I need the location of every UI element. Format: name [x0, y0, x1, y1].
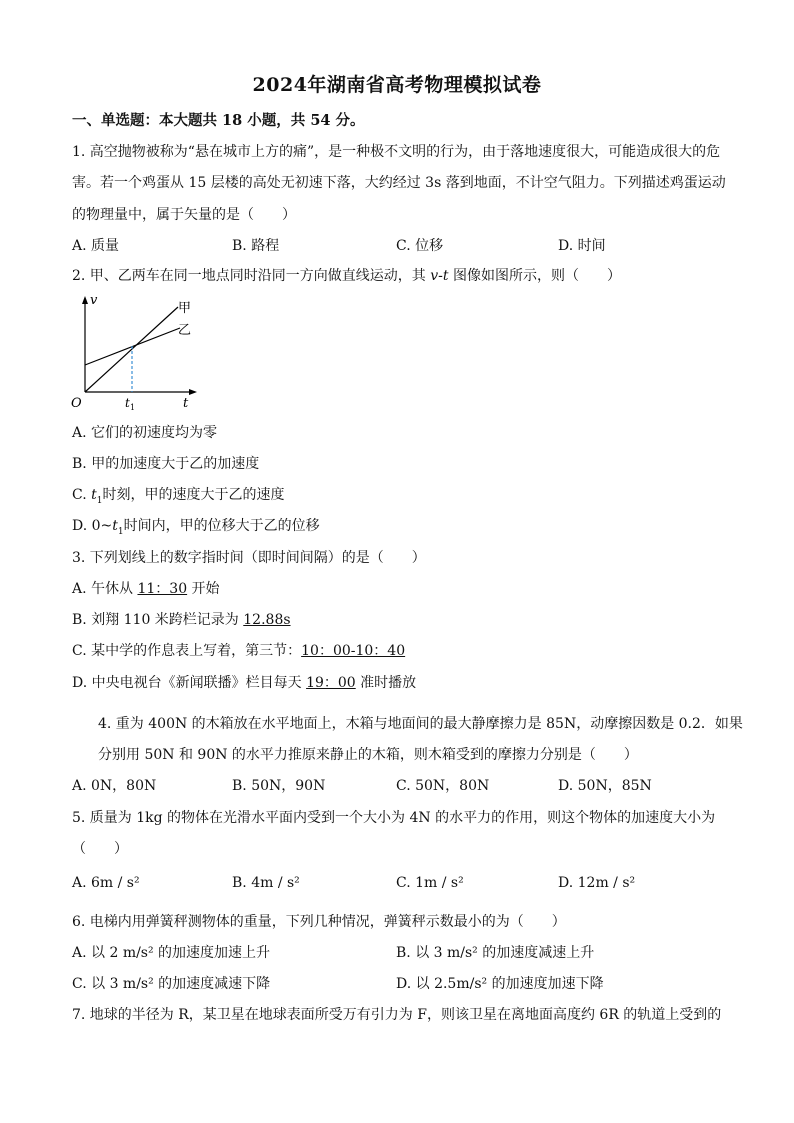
q3-option-d-underlined: 19：00: [306, 675, 356, 691]
line-jia-label: 甲: [178, 301, 192, 316]
q4-option-c: C. 50N，80N: [396, 778, 490, 794]
q6-option-a: A. 以 2 m/s² 的加速度加速上升: [72, 945, 271, 961]
q4-line2: 分别用 50N 和 90N 的水平力推原来静止的木箱，则木箱受到的摩擦力分别是（ ）: [98, 747, 638, 763]
q4-option-a: A. 0N，80N: [72, 778, 157, 794]
q2-stem-suffix: 图像如图所示，则（ ）: [448, 268, 621, 284]
q3-option-b-prefix: B. 刘翔 110 米跨栏记录为: [72, 612, 244, 628]
page-title: 2024年湖南省高考物理模拟试卷: [252, 74, 542, 96]
vt-graph-svg: [66, 290, 206, 415]
q6-option-b: B. 以 3 m/s² 的加速度减速上升: [396, 945, 595, 961]
v-axis-arrow: [82, 296, 88, 304]
origin-label: O: [71, 396, 82, 411]
q3-option-d-suffix: 准时播放: [355, 675, 417, 691]
q3-option-d-prefix: D. 中央电视台《新闻联播》栏目每天: [72, 675, 307, 691]
q2-option-b: B. 甲的加速度大于乙的加速度: [72, 456, 260, 472]
q3-option-a: [72, 578, 220, 598]
q5-option-c: C. 1m / s²: [396, 875, 464, 891]
q2-option-c-suffix: 时刻，甲的速度大于乙的速度: [102, 487, 285, 503]
q2-stem: [72, 265, 621, 285]
q7-line1: 7. 地球的半径为 R，某卫星在地球表面所受万有引力为 F，则该卫星在离地面高度约 6R 的轨道上受到的: [72, 1007, 722, 1023]
q3-option-a-suffix: 开始: [187, 581, 220, 597]
q3-option-a-underlined: 11：30: [137, 581, 188, 597]
q5-option-a: A. 6m / s²: [72, 875, 140, 891]
q5-option-b: B. 4m / s²: [232, 875, 300, 891]
q3-option-c: [72, 640, 405, 660]
q2-option-c-prefix: C.: [72, 487, 92, 503]
q4-option-b: B. 50N，90N: [232, 778, 326, 794]
v-axis-label: v: [90, 293, 98, 308]
q6-stem: 6. 电梯内用弹簧秤测物体的重量，下列几种情况，弹簧秤示数最小的为（ ）: [72, 914, 566, 930]
q2-option-c-var: t: [91, 487, 97, 503]
line-jia: [85, 307, 178, 392]
q3-option-a-prefix: A. 午休从: [72, 581, 138, 597]
q3-option-c-prefix: C. 某中学的作息表上写着，第三节：: [72, 643, 302, 659]
q1-option-c: C. 位移: [396, 238, 444, 254]
q3-option-d: [72, 672, 416, 692]
q2-option-d: [72, 515, 320, 537]
line-yi-label: 乙: [178, 323, 192, 338]
t1-label-sub: 1: [130, 403, 136, 412]
q1-option-b: B. 路程: [232, 238, 280, 254]
q5-line1: 5. 质量为 1kg 的物体在光滑水平面内受到一个大小为 4N 的水平力的作用，则这个物体的加速度大小为: [72, 810, 716, 826]
q1-line3: 的物理量中，属于矢量的是（ ）: [72, 207, 296, 223]
t-axis-arrow: [189, 389, 197, 395]
q4-line1: 4. 重为 400N 的木箱放在水平地面上，木箱与地面间的最大静摩擦力是 85N，动摩擦因数是 0.2．如果: [98, 716, 743, 732]
q3-stem: 3. 下列划线上的数字指时间（即时间间隔）的是（ ）: [72, 550, 426, 566]
q1-line2: 害。若一个鸡蛋从 15 层楼的高处无初速下落，大约经过 3s 落到地面，不计空气阻力。下列描述鸡蛋运动: [72, 175, 726, 191]
q2-stem-prefix: 2. 甲、乙两车在同一地点同时沿同一方向做直线运动，其: [72, 268, 431, 284]
q2-option-d-prefix: D. 0~: [72, 518, 113, 534]
q4-option-d: D. 50N，85N: [558, 778, 652, 794]
section-heading: 一、单选题：本大题共 18 小题，共 54 分。: [72, 112, 365, 129]
q1-line1: 1. 高空抛物被称为“悬在城市上方的痛”，是一种极不文明的行为，由于落地速度很大，可能造成很大的危: [72, 144, 721, 160]
q1-option-a: A. 质量: [72, 238, 120, 254]
q6-option-c: C. 以 3 m/s² 的加速度减速下降: [72, 976, 271, 992]
q2-option-c-sub: 1: [96, 495, 103, 506]
q6-option-d: D. 以 2.5m/s² 的加速度加速下降: [396, 976, 604, 992]
q3-option-b-underlined: 12.88s: [243, 612, 291, 628]
q3-option-c-underlined: 10：00-10：40: [301, 643, 406, 659]
q3-option-b: [72, 609, 291, 629]
q2-option-a: A. 它们的初速度均为零: [72, 425, 218, 441]
q5-option-d: D. 12m / s²: [558, 875, 636, 891]
q5-line2: （ ）: [72, 841, 128, 857]
q2-option-d-var: t: [112, 518, 118, 534]
vt-graph: [66, 290, 206, 415]
q2-option-c: [72, 484, 285, 506]
q1-option-d: D. 时间: [558, 238, 606, 254]
q2-option-d-sub: 1: [117, 526, 124, 537]
t-axis-label: t: [183, 396, 189, 411]
t1-label: t: [125, 396, 130, 410]
q2-stem-var: v-t: [430, 268, 449, 284]
q2-option-d-suffix: 时间内，甲的位移大于乙的位移: [123, 518, 320, 534]
